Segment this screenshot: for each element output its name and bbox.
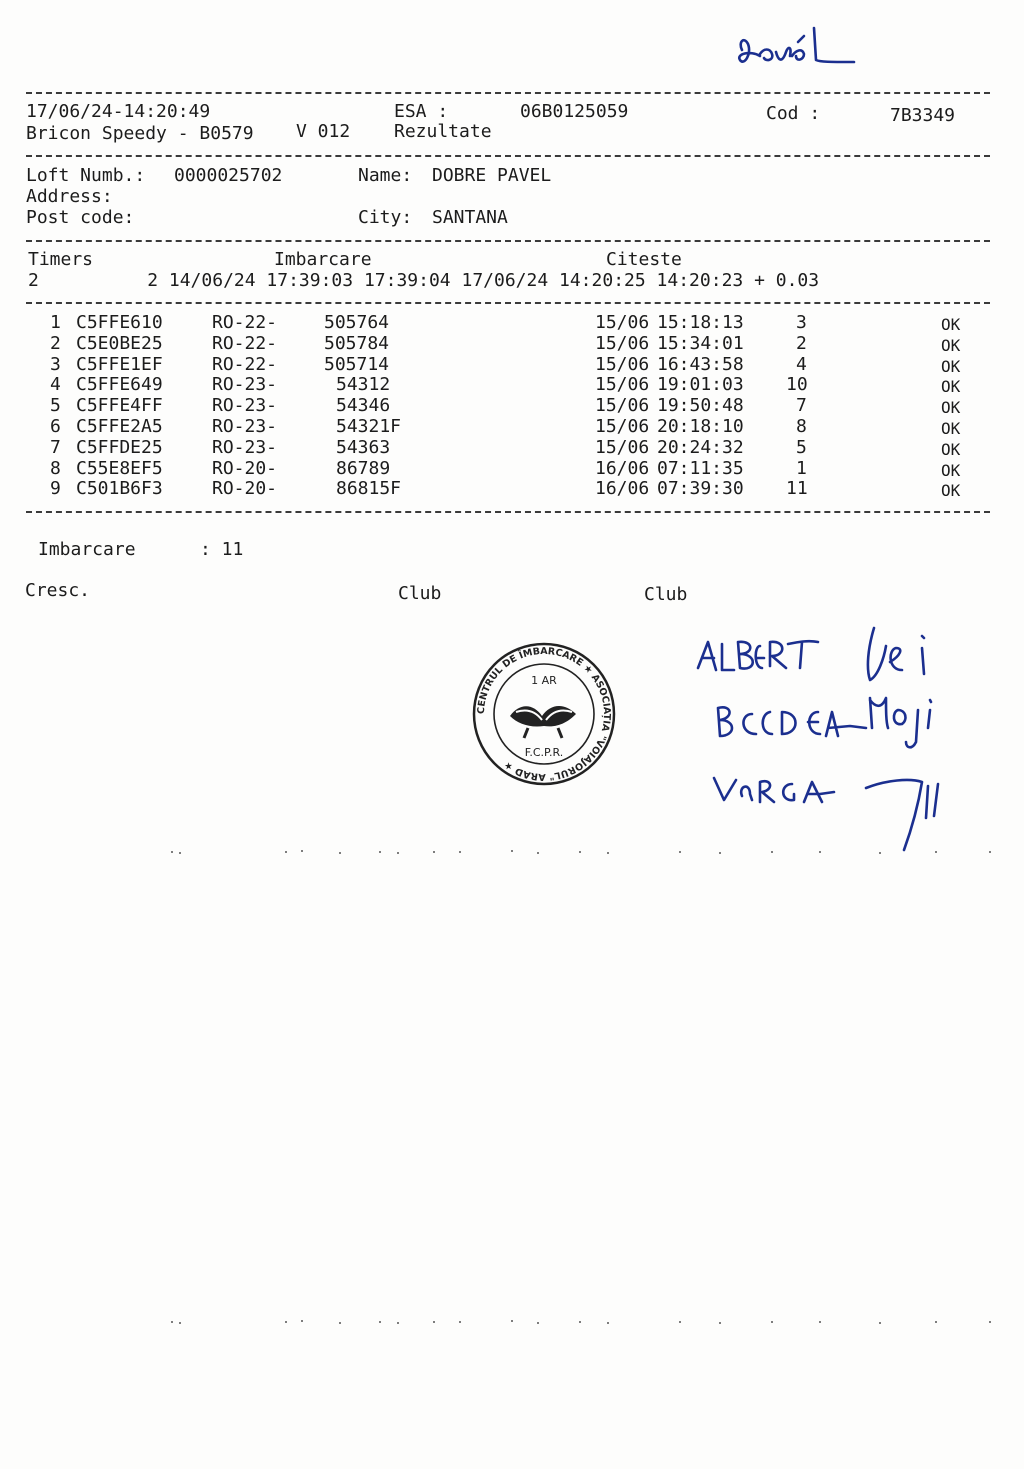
imbarcare-total-value: : 11 — [200, 539, 244, 560]
status: OK — [941, 377, 961, 396]
city-label: City: — [358, 207, 413, 228]
status: OK — [941, 315, 961, 334]
divider — [26, 511, 990, 513]
rank: 4 — [796, 354, 807, 375]
stamp-inner-top: 1 AR — [531, 674, 557, 687]
name-value: DOBRE PAVEL — [432, 165, 552, 186]
cod-label: Cod : — [766, 103, 821, 124]
arrival-date: 15/06 — [595, 395, 650, 416]
chip-id: C5E0BE25 — [76, 333, 163, 354]
ring-number: 86789 — [336, 458, 391, 479]
postcode-label: Post code: — [26, 207, 135, 228]
print-noise-row — [160, 1318, 1000, 1326]
chip-id: C5FFE4FF — [76, 395, 163, 416]
report-type: Rezultate — [394, 121, 492, 142]
timers-label: Timers — [28, 249, 94, 270]
divider — [26, 302, 990, 304]
device-version: V 012 — [296, 121, 351, 142]
city-value: SANTANA — [432, 207, 508, 228]
timers-row: 2 2 14/06/24 17:39:03 17:39:04 17/06/24 14:20:25 14:20:23 + 0.03 — [28, 270, 820, 291]
rank: 2 — [796, 333, 807, 354]
ring-number: 54363 — [336, 437, 391, 458]
rank: 5 — [796, 437, 807, 458]
status: OK — [941, 481, 961, 500]
status: OK — [941, 357, 961, 376]
ring-series: RO-23- — [212, 374, 278, 395]
rank: 1 — [796, 458, 807, 479]
divider — [26, 240, 990, 242]
arrival-date: 15/06 — [595, 437, 650, 458]
ring-number: 86815F — [336, 478, 402, 499]
ring-number: 54321F — [336, 416, 402, 437]
arrival-date: 15/06 — [595, 374, 650, 395]
row-number: 4 — [50, 374, 61, 395]
row-number: 8 — [50, 458, 61, 479]
stamp-outer-text: CENTRUL DE ÎMBARCARE ★ ASOCIAȚIA "VOIAJORUL" ARAD ★ — [475, 645, 613, 783]
citeste-column-label: Citeste — [606, 249, 682, 270]
rank: 10 — [786, 374, 808, 395]
arrival-time: 19:50:48 — [657, 395, 744, 416]
chip-id: C5FFE649 — [76, 374, 163, 395]
handwritten-signature-top — [730, 20, 870, 80]
row-number: 7 — [50, 437, 61, 458]
arrival-date: 16/06 — [595, 478, 650, 499]
row-number: 9 — [50, 478, 61, 499]
row-number: 3 — [50, 354, 61, 375]
official-stamp — [472, 642, 616, 786]
print-noise-row — [160, 848, 1000, 856]
chip-id: C5FFDE25 — [76, 437, 163, 458]
stamp-inner-bottom: F.C.P.R. — [524, 746, 564, 759]
status: OK — [941, 419, 961, 438]
esa-value: 06B0125059 — [520, 101, 629, 122]
ring-series: RO-23- — [212, 437, 278, 458]
status: OK — [941, 336, 961, 355]
arrival-date: 15/06 — [595, 354, 650, 375]
arrival-time: 20:24:32 — [657, 437, 744, 458]
arrival-time: 07:11:35 — [657, 458, 744, 479]
club-label-1: Club — [398, 583, 442, 604]
status: OK — [941, 440, 961, 459]
rank: 3 — [796, 312, 807, 333]
status: OK — [941, 461, 961, 480]
esa-label: ESA : — [394, 101, 449, 122]
print-timestamp: 17/06/24-14:20:49 — [26, 101, 211, 122]
arrival-date: 15/06 — [595, 333, 650, 354]
ring-number: 54312 — [336, 374, 391, 395]
arrival-date: 15/06 — [595, 312, 650, 333]
divider — [26, 92, 990, 94]
chip-id: C5FFE2A5 — [76, 416, 163, 437]
cod-value: 7B3349 — [890, 105, 956, 126]
arrival-time: 20:18:10 — [657, 416, 744, 437]
address-label: Address: — [26, 186, 113, 207]
status: OK — [941, 398, 961, 417]
imbarcare-column-label: Imbarcare — [274, 249, 372, 270]
ring-series: RO-22- — [212, 354, 278, 375]
ring-series: RO-23- — [212, 416, 278, 437]
loft-number-value: 0000025702 — [174, 165, 283, 186]
ring-series: RO-20- — [212, 478, 278, 499]
ring-number: 505714 — [324, 354, 390, 375]
ring-series: RO-22- — [212, 333, 278, 354]
arrival-time: 15:34:01 — [657, 333, 744, 354]
handwritten-signatures — [690, 618, 960, 868]
chip-id: C55E8EF5 — [76, 458, 163, 479]
arrival-time: 15:18:13 — [657, 312, 744, 333]
imbarcare-total-label: Imbarcare — [38, 539, 136, 560]
row-number: 2 — [50, 333, 61, 354]
chip-id: C5FFE610 — [76, 312, 163, 333]
arrival-date: 15/06 — [595, 416, 650, 437]
club-label-2: Club — [644, 584, 688, 605]
arrival-time: 19:01:03 — [657, 374, 744, 395]
cresc-label: Cresc. — [25, 580, 91, 601]
rank: 11 — [786, 478, 808, 499]
ring-number: 505764 — [324, 312, 390, 333]
rank: 8 — [796, 416, 807, 437]
row-number: 6 — [50, 416, 61, 437]
arrival-time: 07:39:30 — [657, 478, 744, 499]
chip-id: C5FFE1EF — [76, 354, 163, 375]
ring-number: 54346 — [336, 395, 391, 416]
device-name: Bricon Speedy - B0579 — [26, 123, 254, 144]
arrival-time: 16:43:58 — [657, 354, 744, 375]
row-number: 5 — [50, 395, 61, 416]
arrival-date: 16/06 — [595, 458, 650, 479]
ring-series: RO-22- — [212, 312, 278, 333]
ring-series: RO-20- — [212, 458, 278, 479]
ring-series: RO-23- — [212, 395, 278, 416]
divider — [26, 155, 990, 157]
loft-number-label: Loft Numb.: — [26, 165, 146, 186]
rank: 7 — [796, 395, 807, 416]
row-number: 1 — [50, 312, 61, 333]
chip-id: C501B6F3 — [76, 478, 163, 499]
ring-number: 505784 — [324, 333, 390, 354]
name-label: Name: — [358, 165, 413, 186]
